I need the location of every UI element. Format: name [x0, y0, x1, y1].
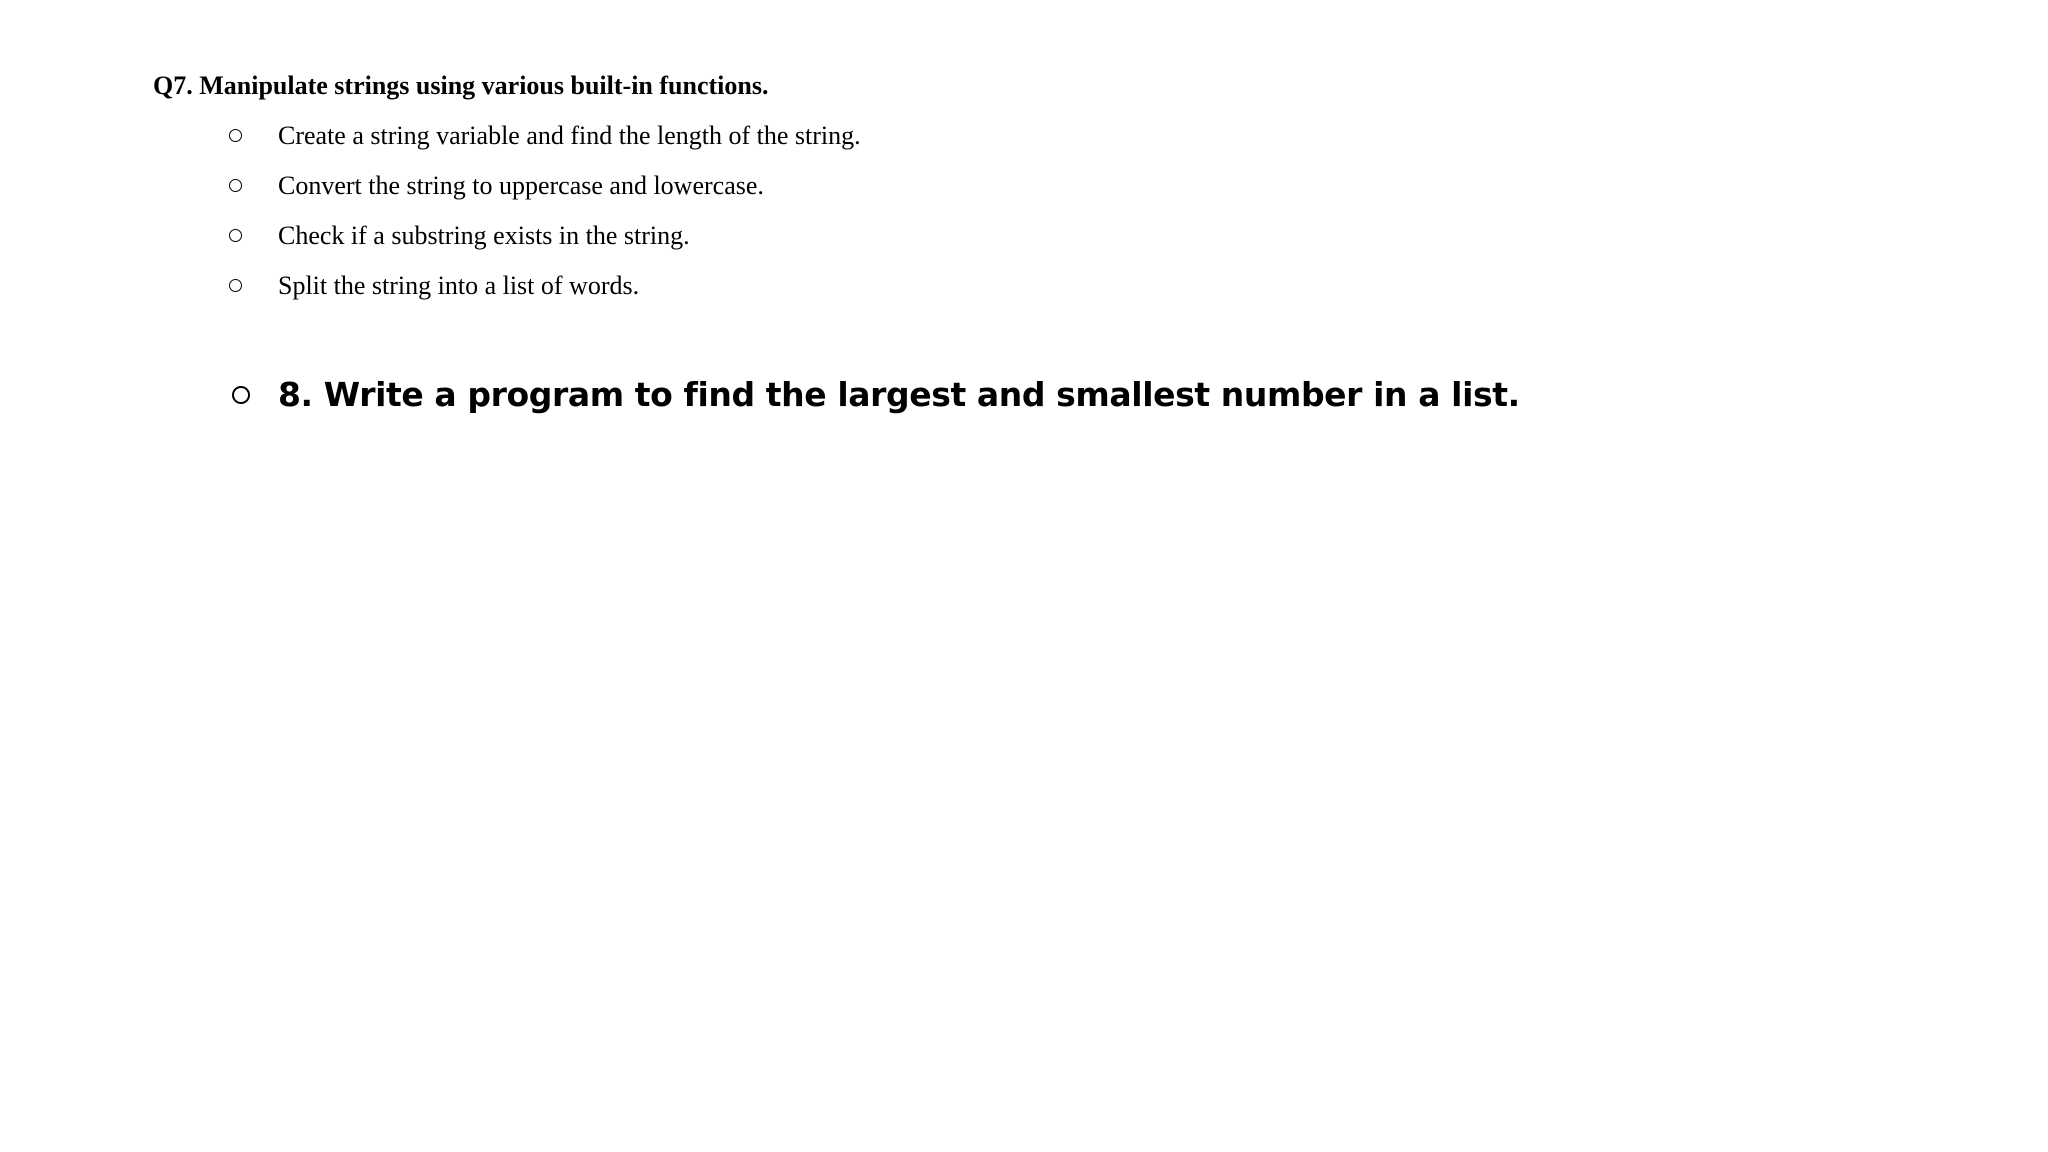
list-item-text: Convert the string to uppercase and lowercase. [278, 171, 764, 200]
list-item-text: Check if a substring exists in the string. [278, 221, 690, 250]
hollow-circle-bullet-icon [232, 386, 250, 404]
hollow-circle-bullet-icon [229, 229, 242, 242]
hollow-circle-bullet-icon [229, 279, 242, 292]
q8-heading: 8. Write a program to find the largest and smallest number in a list. [278, 375, 1520, 414]
list-item-text: Split the string into a list of words. [278, 271, 640, 300]
q7-heading: Q7. Manipulate strings using various built-in functions. [153, 71, 769, 100]
hollow-circle-bullet-icon [229, 179, 242, 192]
list-item-text: Create a string variable and find the length of the string. [278, 121, 861, 150]
hollow-circle-bullet-icon [229, 129, 242, 142]
